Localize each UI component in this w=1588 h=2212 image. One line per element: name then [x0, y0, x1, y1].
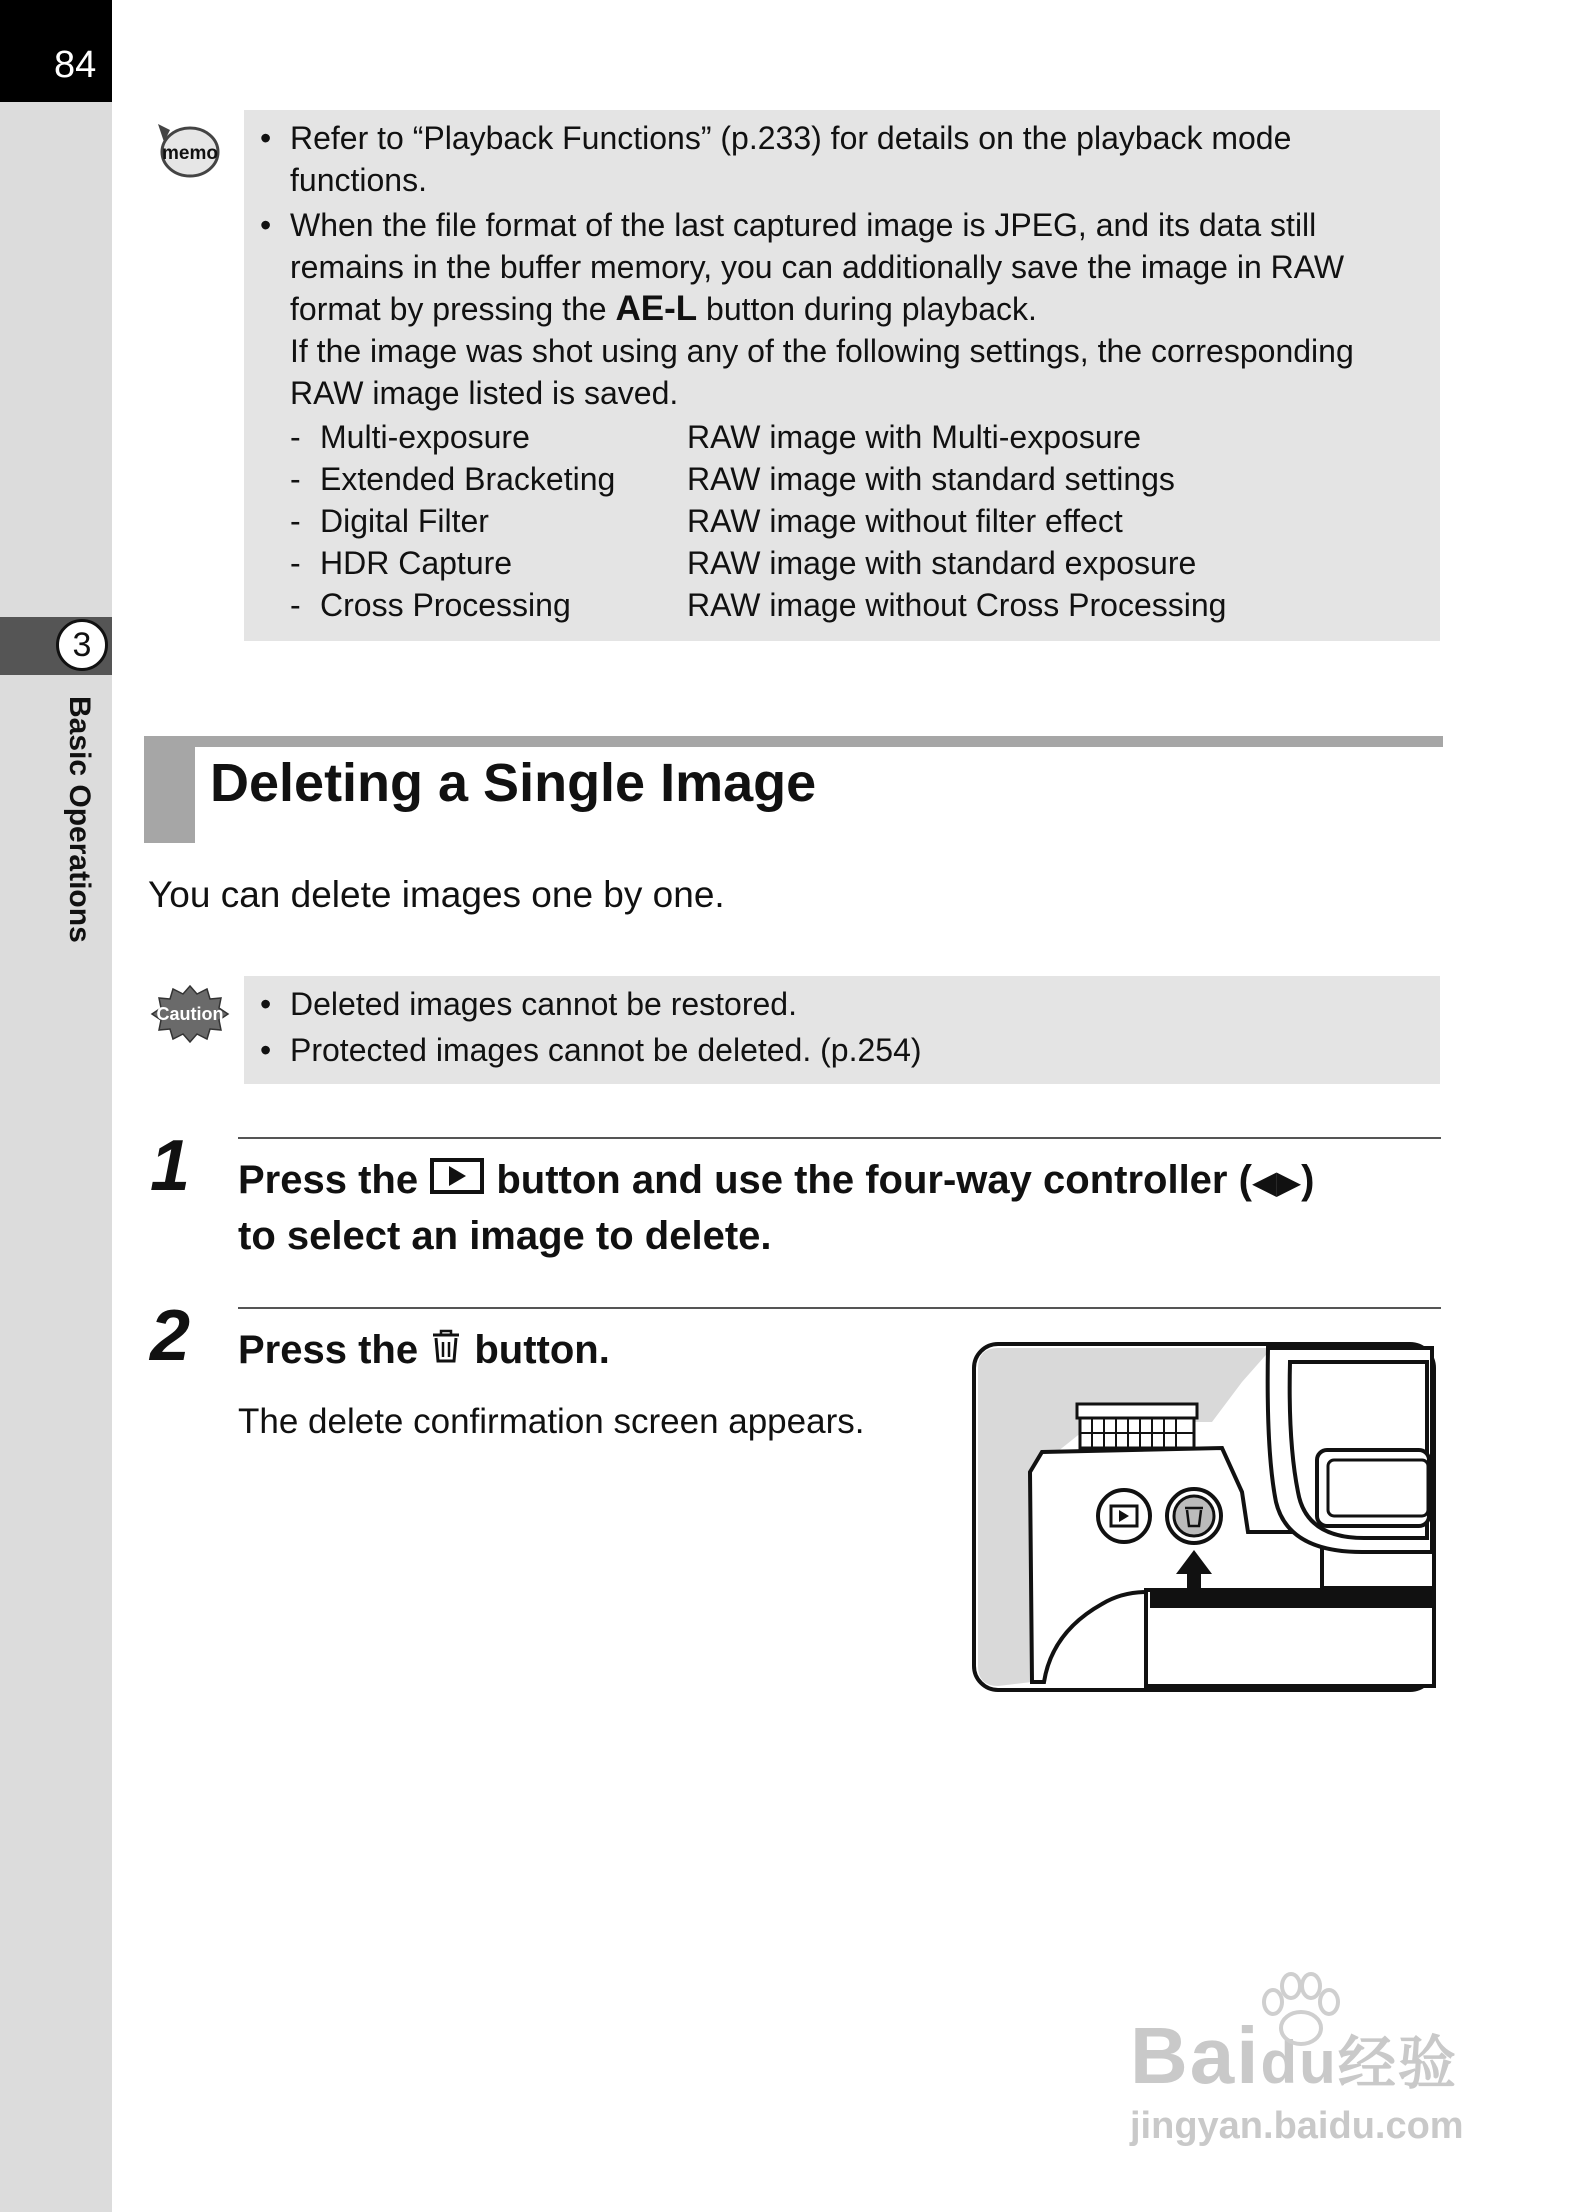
- step-1-number: 1: [150, 1126, 191, 1206]
- caution-icon: [150, 984, 230, 1049]
- camera-illustration: [972, 1342, 1436, 1697]
- step-1-rule: [238, 1137, 1441, 1139]
- ae-l-key: AE-L: [615, 289, 698, 328]
- chapter-number: 3: [56, 619, 108, 671]
- step-2-subtext: The delete confirmation screen appears.: [238, 1402, 865, 1441]
- section-title: Deleting a Single Image: [210, 753, 817, 813]
- step-1-text: Press the button and use the four-way controller (◀▶) to select an image to delete.: [238, 1153, 1448, 1263]
- memo-bullet-1: • Refer to “Playback Functions” (p.233) for details on the playback mode functions.: [260, 120, 1292, 198]
- left-arrow-icon: ◀: [1251, 1164, 1277, 1200]
- page-number: 84: [54, 44, 97, 86]
- step-2-text: Press the button.: [238, 1323, 610, 1379]
- step-2-number: 2: [150, 1296, 191, 1376]
- playback-icon: [429, 1155, 485, 1209]
- page-number-box: [0, 0, 112, 102]
- section-intro: You can delete images one by one.: [148, 874, 725, 915]
- paw-icon: [1255, 1972, 1345, 2057]
- memo-icon-label: memo: [162, 143, 218, 164]
- right-arrow-icon: ▶: [1276, 1164, 1302, 1200]
- trash-icon: [429, 1325, 463, 1379]
- watermark-url: jingyan.baidu.com: [1130, 2105, 1464, 2147]
- memo-icon: [150, 118, 222, 185]
- chapter-title: Basic Operations: [63, 696, 96, 943]
- memo-bullet-2: • When the file format of the last captured image is JPEG, and its data still remains in the buffer memory, you can additionally save the image in RAW format by pressing the AE-L button during playback. If the image was shot using any of the following settings, the corresponding RAW image listed is saved.: [260, 207, 1354, 411]
- section-rule: [144, 736, 1443, 747]
- caution-bullet-2: • Protected images cannot be deleted. (p.254): [260, 1032, 922, 1068]
- section-bar: [144, 736, 195, 843]
- step-2-rule: [238, 1307, 1441, 1309]
- caution-icon-label: Caution: [156, 1004, 224, 1024]
- watermark-brand: Baidu经验: [1130, 2011, 1458, 2100]
- caution-bullet-1: • Deleted images cannot be restored.: [260, 986, 797, 1022]
- side-strip: [0, 0, 112, 2212]
